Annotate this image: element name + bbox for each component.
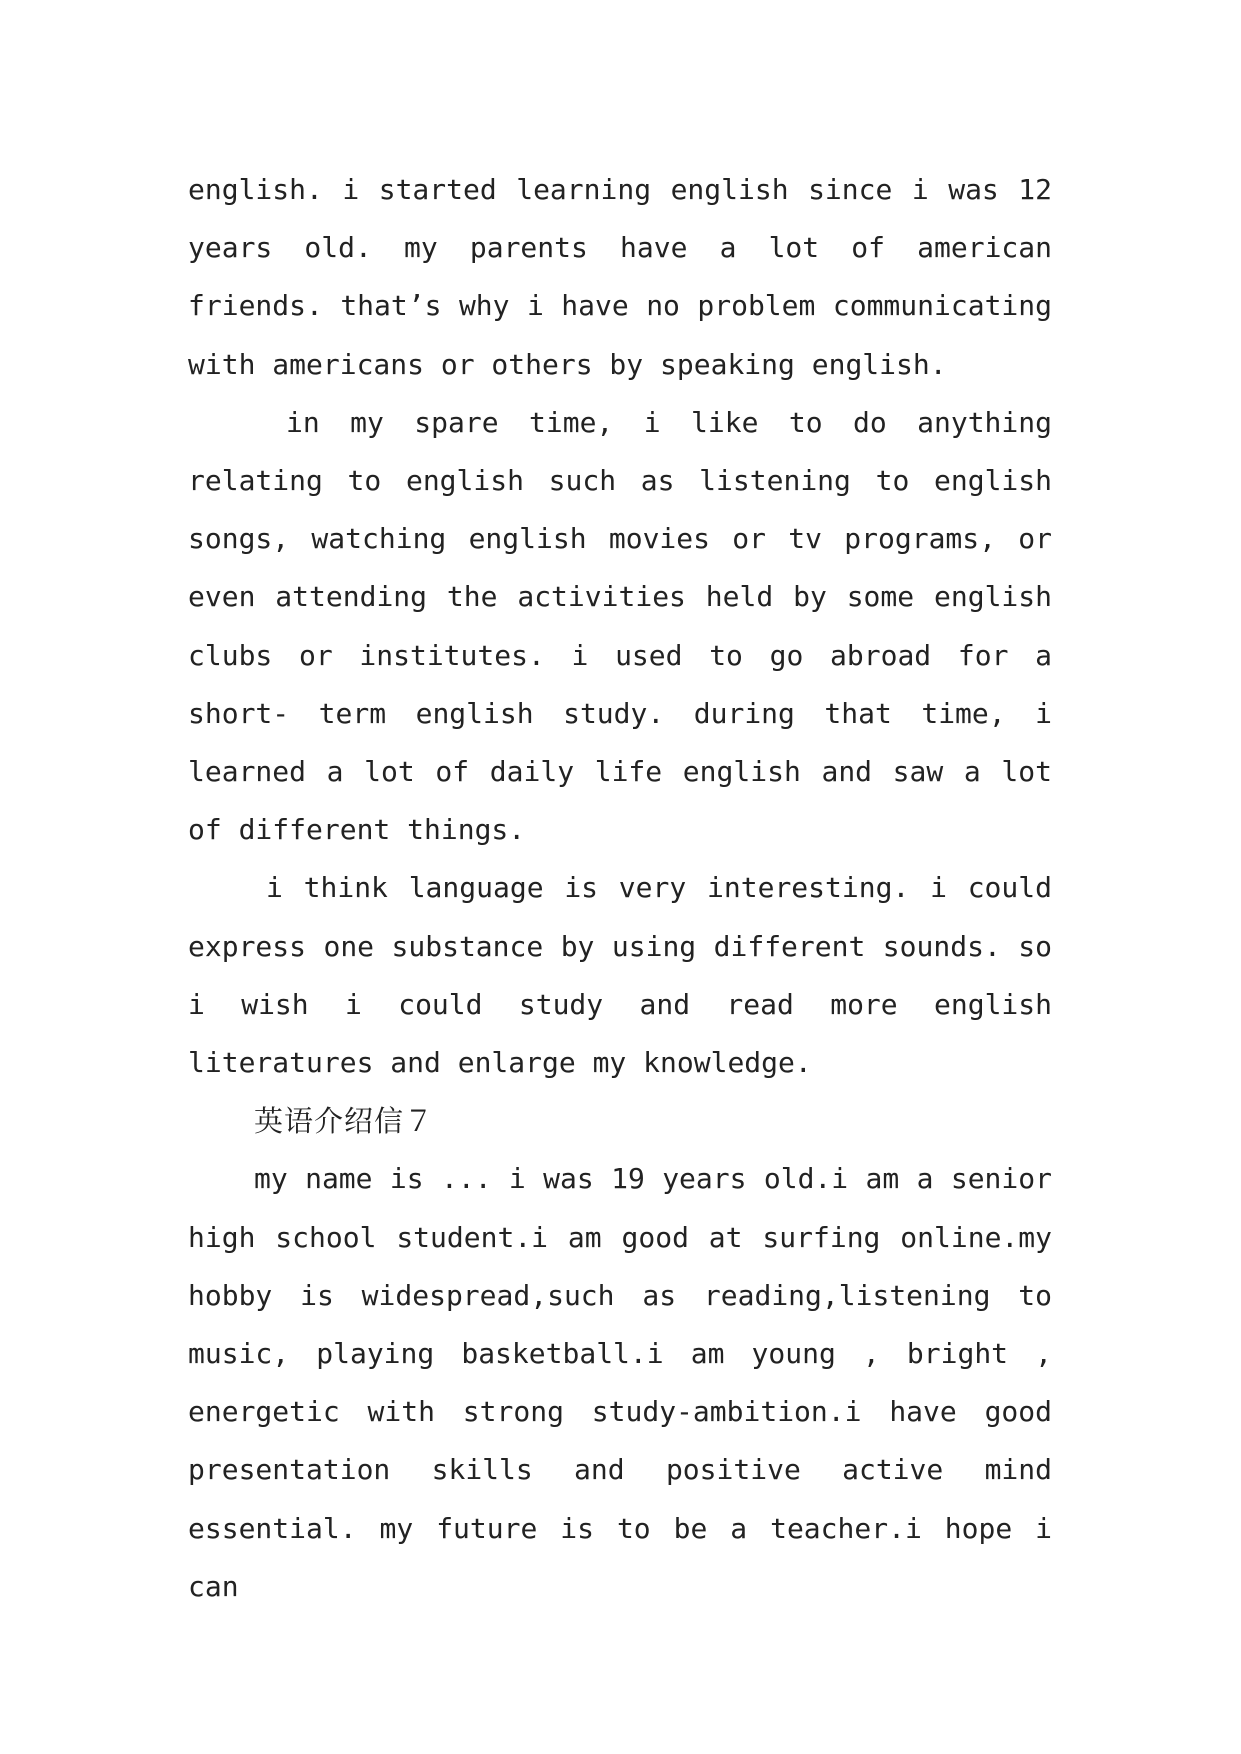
paragraph-language-interest: i think language is very interesting. i could express one substance by using different sounds. so i wish i could study and read more english literatures and enlarge my knowledge. — [188, 871, 1052, 1080]
section-heading: 英语介绍信７ — [254, 1104, 435, 1139]
paragraph-spare-time: in my spare time, i like to do anything relating to english such as listening to english songs, watching english movies or tv programs, or even attending the activities held by some english clubs or institutes. i used to go abroad for a short- term english study. during that time, i learned a lot of daily life english and saw a lot of different things. — [188, 405, 1052, 847]
paragraph-self-introduction: my name is ... i was 19 years old.i am a senior high school student.i am good at surfing online.my hobby is widespread,such as reading,listening to music, playing basketball.i am young , bright , energetic with strong study-ambition.i have good presentation skills and positive active mind essential. my future is to be a teacher.i hope i can — [188, 1162, 1052, 1603]
paragraph-continuation: english. i started learning english since i was 12 years old. my parents have a lot of american friends. that’s why i have no problem communicating with americans or others by speaking english. — [188, 173, 1052, 381]
document-body — [188, 161, 1052, 1616]
